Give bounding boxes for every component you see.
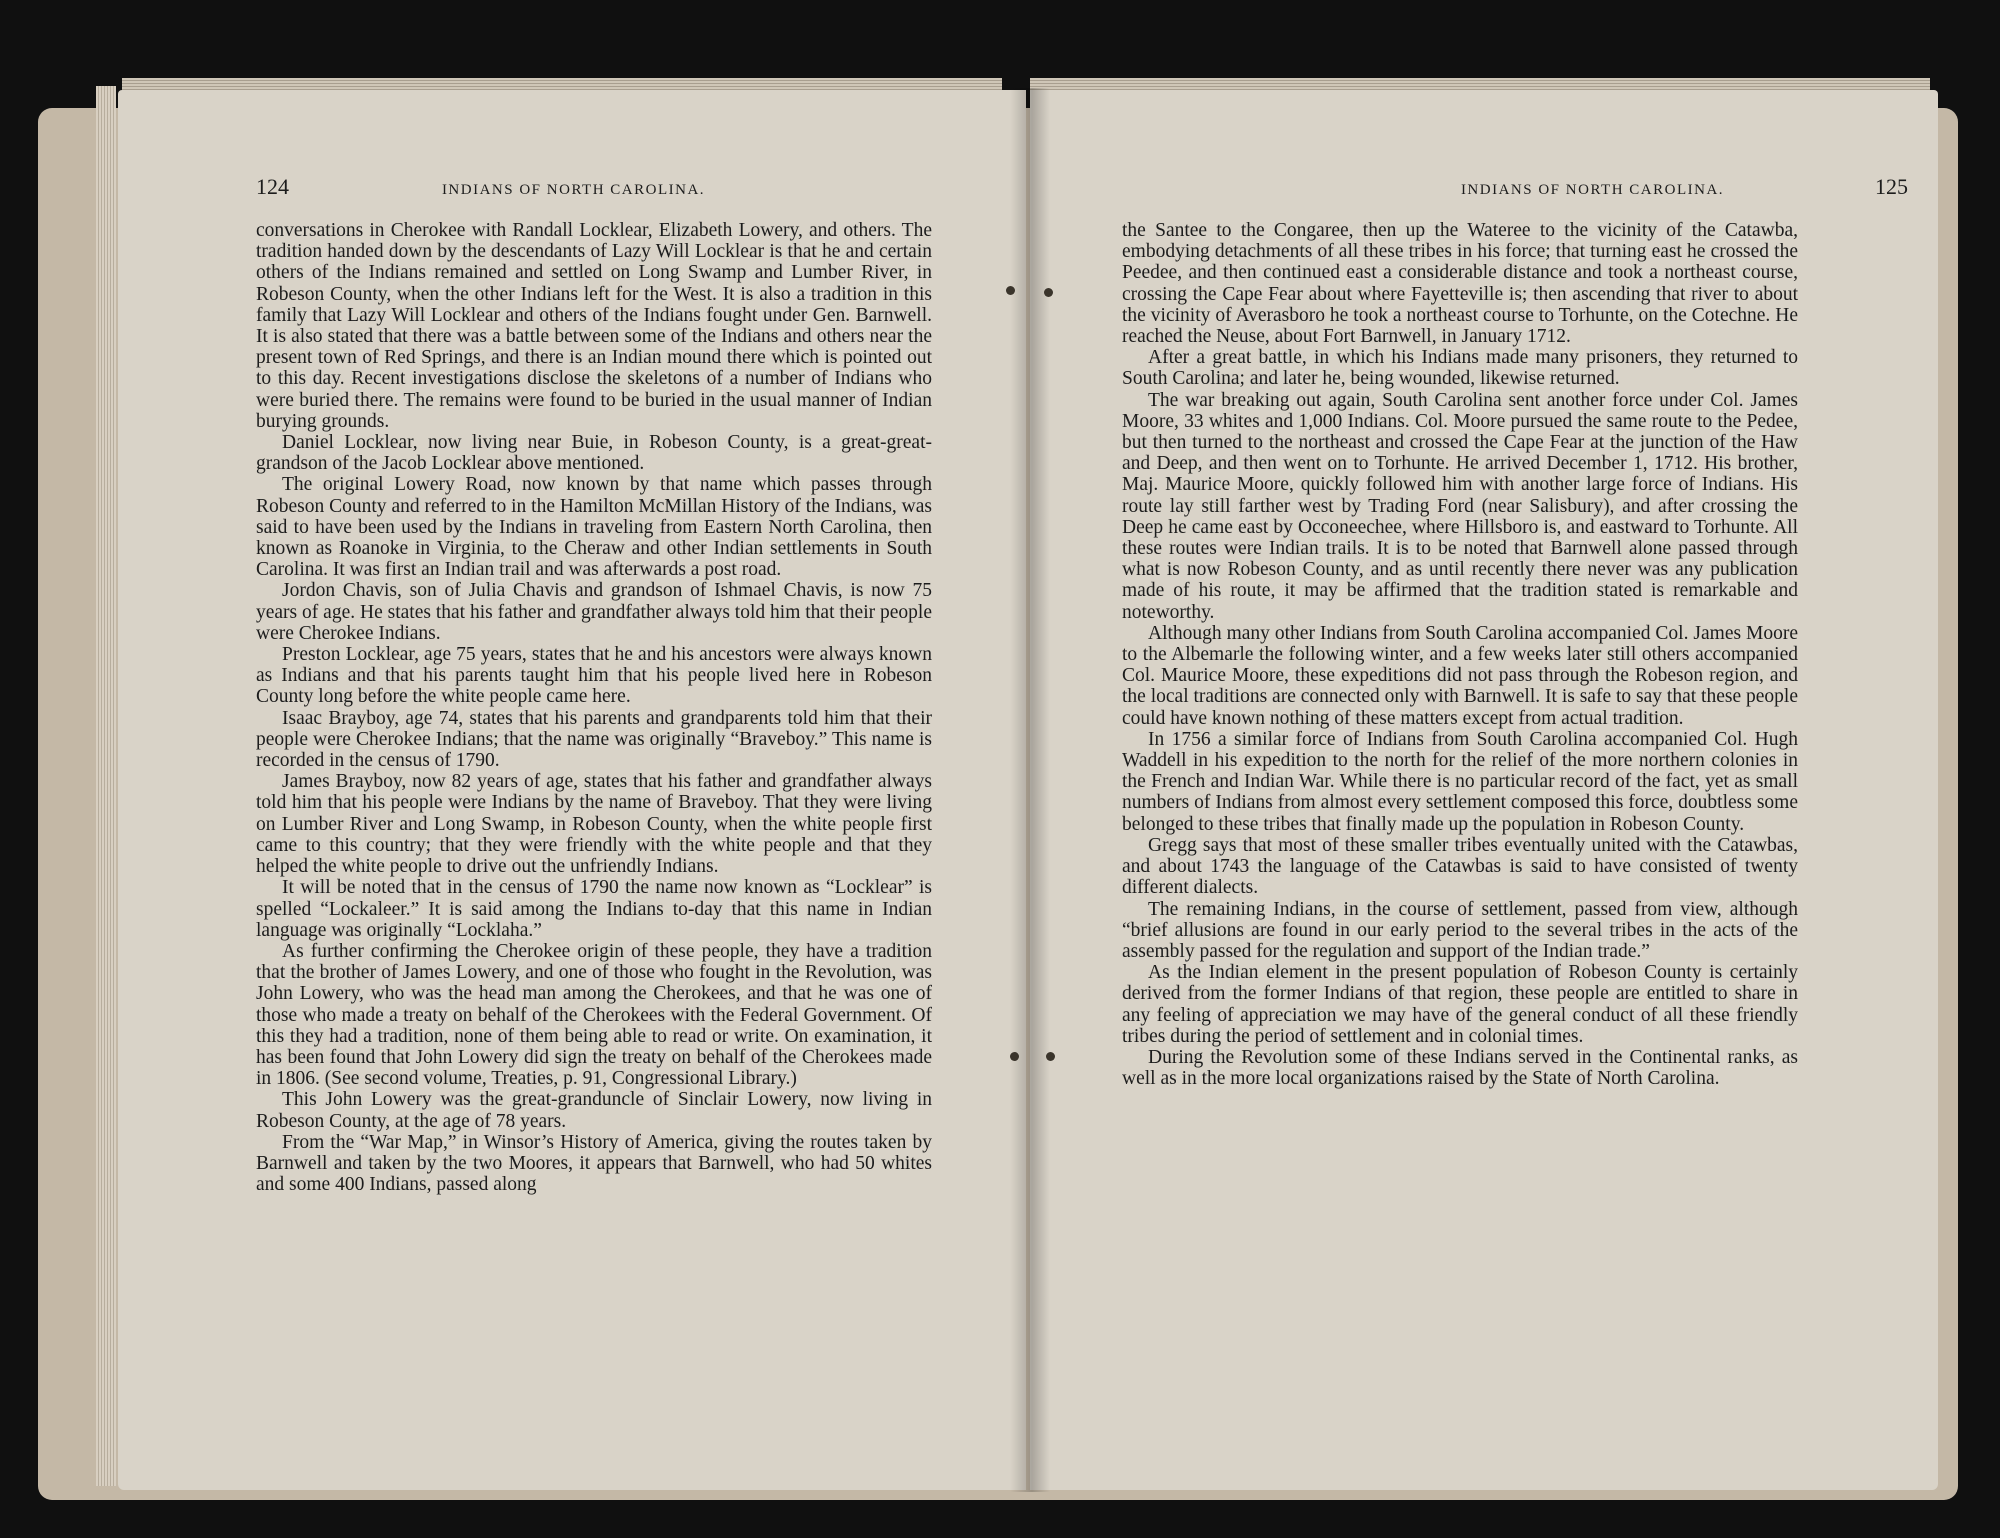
paragraph: The war breaking out again, South Carolina sent another force under Col. James Moore, 33 whites and 1,000 Indians. Col. Moore pursued the same route to the Pedee, but then turned to the northeast and crossed the Cape Fear at the junction of the Haw and Deep, and then went on to Torhunte. He arrived December 1, 1712. His brother, Maj. Maurice Moore, quickly followed him with another large force of Indians. His route lay still farther west by Trading Ford (near Salisbury), and after crossing the Deep he came east by Occoneechee, where Hillsboro is, and eastward to Torhunte. All these routes were Indian trails. It is to be noted that Barnwell alone passed through what is now Robeson County, and as until recently there never was any publication made of his route, it may be affirmed that the tradition stated is remarkable and noteworthy.	[1122, 389, 1798, 623]
binding-gutter	[1010, 88, 1050, 1492]
paragraph: From the “War Map,” in Winsor’s History of America, giving the routes taken by Barnwell and taken by the two Moores, it appears that Barnwell, who had 50 whites and some 400 Indians, passed along	[256, 1131, 932, 1196]
paragraph: As the Indian element in the present population of Robeson County is certainly derived from the former Indians of that region, these people are entitled to share in any feeling of appreciation we may have of the general conduct of all these friendly tribes during the period of settlement and in colonial times.	[1122, 962, 1798, 1047]
paragraph: This John Lowery was the great-granduncle of Sinclair Lowery, now living in Robeson County, at the age of 78 years.	[256, 1089, 932, 1132]
page-number: 124	[256, 174, 289, 199]
paragraph: Daniel Locklear, now living near Buie, in Robeson County, is a great-great-grandson of the Jacob Locklear above mentioned.	[256, 432, 932, 475]
paragraph: conversations in Cherokee with Randall Locklear, Elizabeth Lowery, and others. The tradition handed down by the descendants of Lazy Will Locklear is that he and certain others of the Indians remained and settled on Long Swamp and Lumber River, in Robeson County, when the other Indians left for the West. It is also a tradition in this family that Lazy Will Locklear and others of the Indians fought under Gen. Barnwell. It is also stated that there was a battle between some of the Indians and others near the present town of Red Springs, and there is an Indian mound there which is pointed out to this day. Recent investigations disclose the skeletons of a number of Indians who were buried there. The remains were found to be buried in the usual manner of Indian burying grounds.	[256, 220, 932, 432]
paragraph: The remaining Indians, in the course of settlement, passed from view, although “brief allusions are found in our early period to the several tribes in the acts of the assembly passed for the regulation and support of the Indian trade.”	[1122, 898, 1798, 962]
left-running-head	[256, 174, 888, 204]
page-number: 125	[1874, 174, 1908, 199]
staple-hole	[1046, 1052, 1055, 1061]
right-page	[1030, 90, 1938, 1490]
paragraph: After a great battle, in which his Indians made many prisoners, they returned to South Carolina; and later he, being wounded, likewise returned.	[1122, 347, 1798, 390]
running-title: INDIANS OF NORTH CAROLINA.	[441, 182, 706, 198]
paragraph: Although many other Indians from South Carolina accompanied Col. James Moore to the Albemarle the following winter, and a few weeks later still others accompanied Col. Maurice Moore, these expeditions did not pass through the Robeson region, and the local traditions are connected only with Barnwell. It is safe to say that these people could have known nothing of these matters except from actual tradition.	[1122, 622, 1798, 729]
paragraph: During the Revolution some of these Indians served in the Continental ranks, as well as in the more local organizations raised by the State of North Carolina.	[1122, 1046, 1798, 1090]
paragraph: It will be noted that in the census of 1790 the name now known as “Locklear” is spelled “Lockaleer.” It is said among the Indians to-day that this name in Indian language was originally “Locklaha.”	[256, 877, 932, 941]
left-page	[118, 90, 1026, 1490]
paragraph: The original Lowery Road, now known by that name which passes through Robeson County and referred to in the Hamilton McMillan History of the Indians, was said to have been used by the Indians in traveling from Eastern North Carolina, then known as Roanoke in Virginia, to the Cheraw and other Indian settlements in South Carolina. It was first an Indian trail and was afterwards a post road.	[256, 474, 932, 581]
paragraph: Jordon Chavis, son of Julia Chavis and grandson of Ishmael Chavis, is now 75 years of age. He states that his father and grandfather always told him that their people were Cherokee Indians.	[256, 580, 932, 644]
staple-hole	[1044, 288, 1053, 297]
paragraph: In 1756 a similar force of Indians from South Carolina accompanied Col. Hugh Waddell in his expedition to the north for the relief of the more northern colonies in the French and Indian War. While there is no particular record of the fact, yet as small numbers of Indians from almost every settlement composed this force, doubtless some belonged to these tribes that finally made up the population in Robeson County.	[1122, 728, 1798, 835]
left-body-text	[256, 220, 932, 1195]
page-stack-edge	[96, 86, 116, 1486]
paragraph: the Santee to the Congaree, then up the Wateree to the vicinity of the Catawba, embodying detachments of all these tribes in his force; that turning east he crossed the Peedee, and then continued east a considerable distance and took a northeast course, crossing the Cape Fear about where Fayetteville is; then ascending that river to about the vicinity of Averasboro he took a northeast course to Torhunte, on the Cotechne. He reached the Neuse, about Fort Barnwell, in January 1712.	[1122, 220, 1798, 348]
staple-hole	[1010, 1052, 1019, 1061]
paragraph: James Brayboy, now 82 years of age, states that his father and grandfather always told him that his people were Indians by the name of Braveboy. That they were living on Lumber River and Long Swamp, in Robeson County, when the white people first came to this country; that they were friendly with the white people and that they helped the white people to drive out the unfriendly Indians.	[256, 771, 932, 878]
paragraph: Preston Locklear, age 75 years, states that he and his ancestors were always known as Indians and that his parents taught him that his people lived here in Robeson County long before the white people came here.	[256, 644, 932, 708]
paragraph: Gregg says that most of these smaller tribes eventually united with the Catawbas, and about 1743 the language of the Catawbas is said to have consisted of twenty different dialects.	[1122, 834, 1798, 899]
right-body-text	[1122, 220, 1798, 1089]
running-title: INDIANS OF NORTH CAROLINA.	[1460, 182, 1725, 198]
paragraph: Isaac Brayboy, age 74, states that his parents and grandparents told him that their people were Cherokee Indians; that the name was originally “Braveboy.” This name is recorded in the census of 1790.	[256, 707, 932, 772]
right-running-head	[1280, 174, 1908, 204]
paragraph: As further confirming the Cherokee origin of these people, they have a tradition that the brother of James Lowery, and one of those who fought in the Revolution, was John Lowery, who was the head man among the Cherokees, and that he was one of those who made a treaty on behalf of the Cherokees with the Federal Government. Of this they had a tradition, none of them being able to read or write. On examination, it has been found that John Lowery did sign the treaty on behalf of the Cherokees made in 1806. (See second volume, Treaties, p. 91, Congressional Library.)	[256, 940, 932, 1090]
staple-hole	[1006, 286, 1015, 295]
